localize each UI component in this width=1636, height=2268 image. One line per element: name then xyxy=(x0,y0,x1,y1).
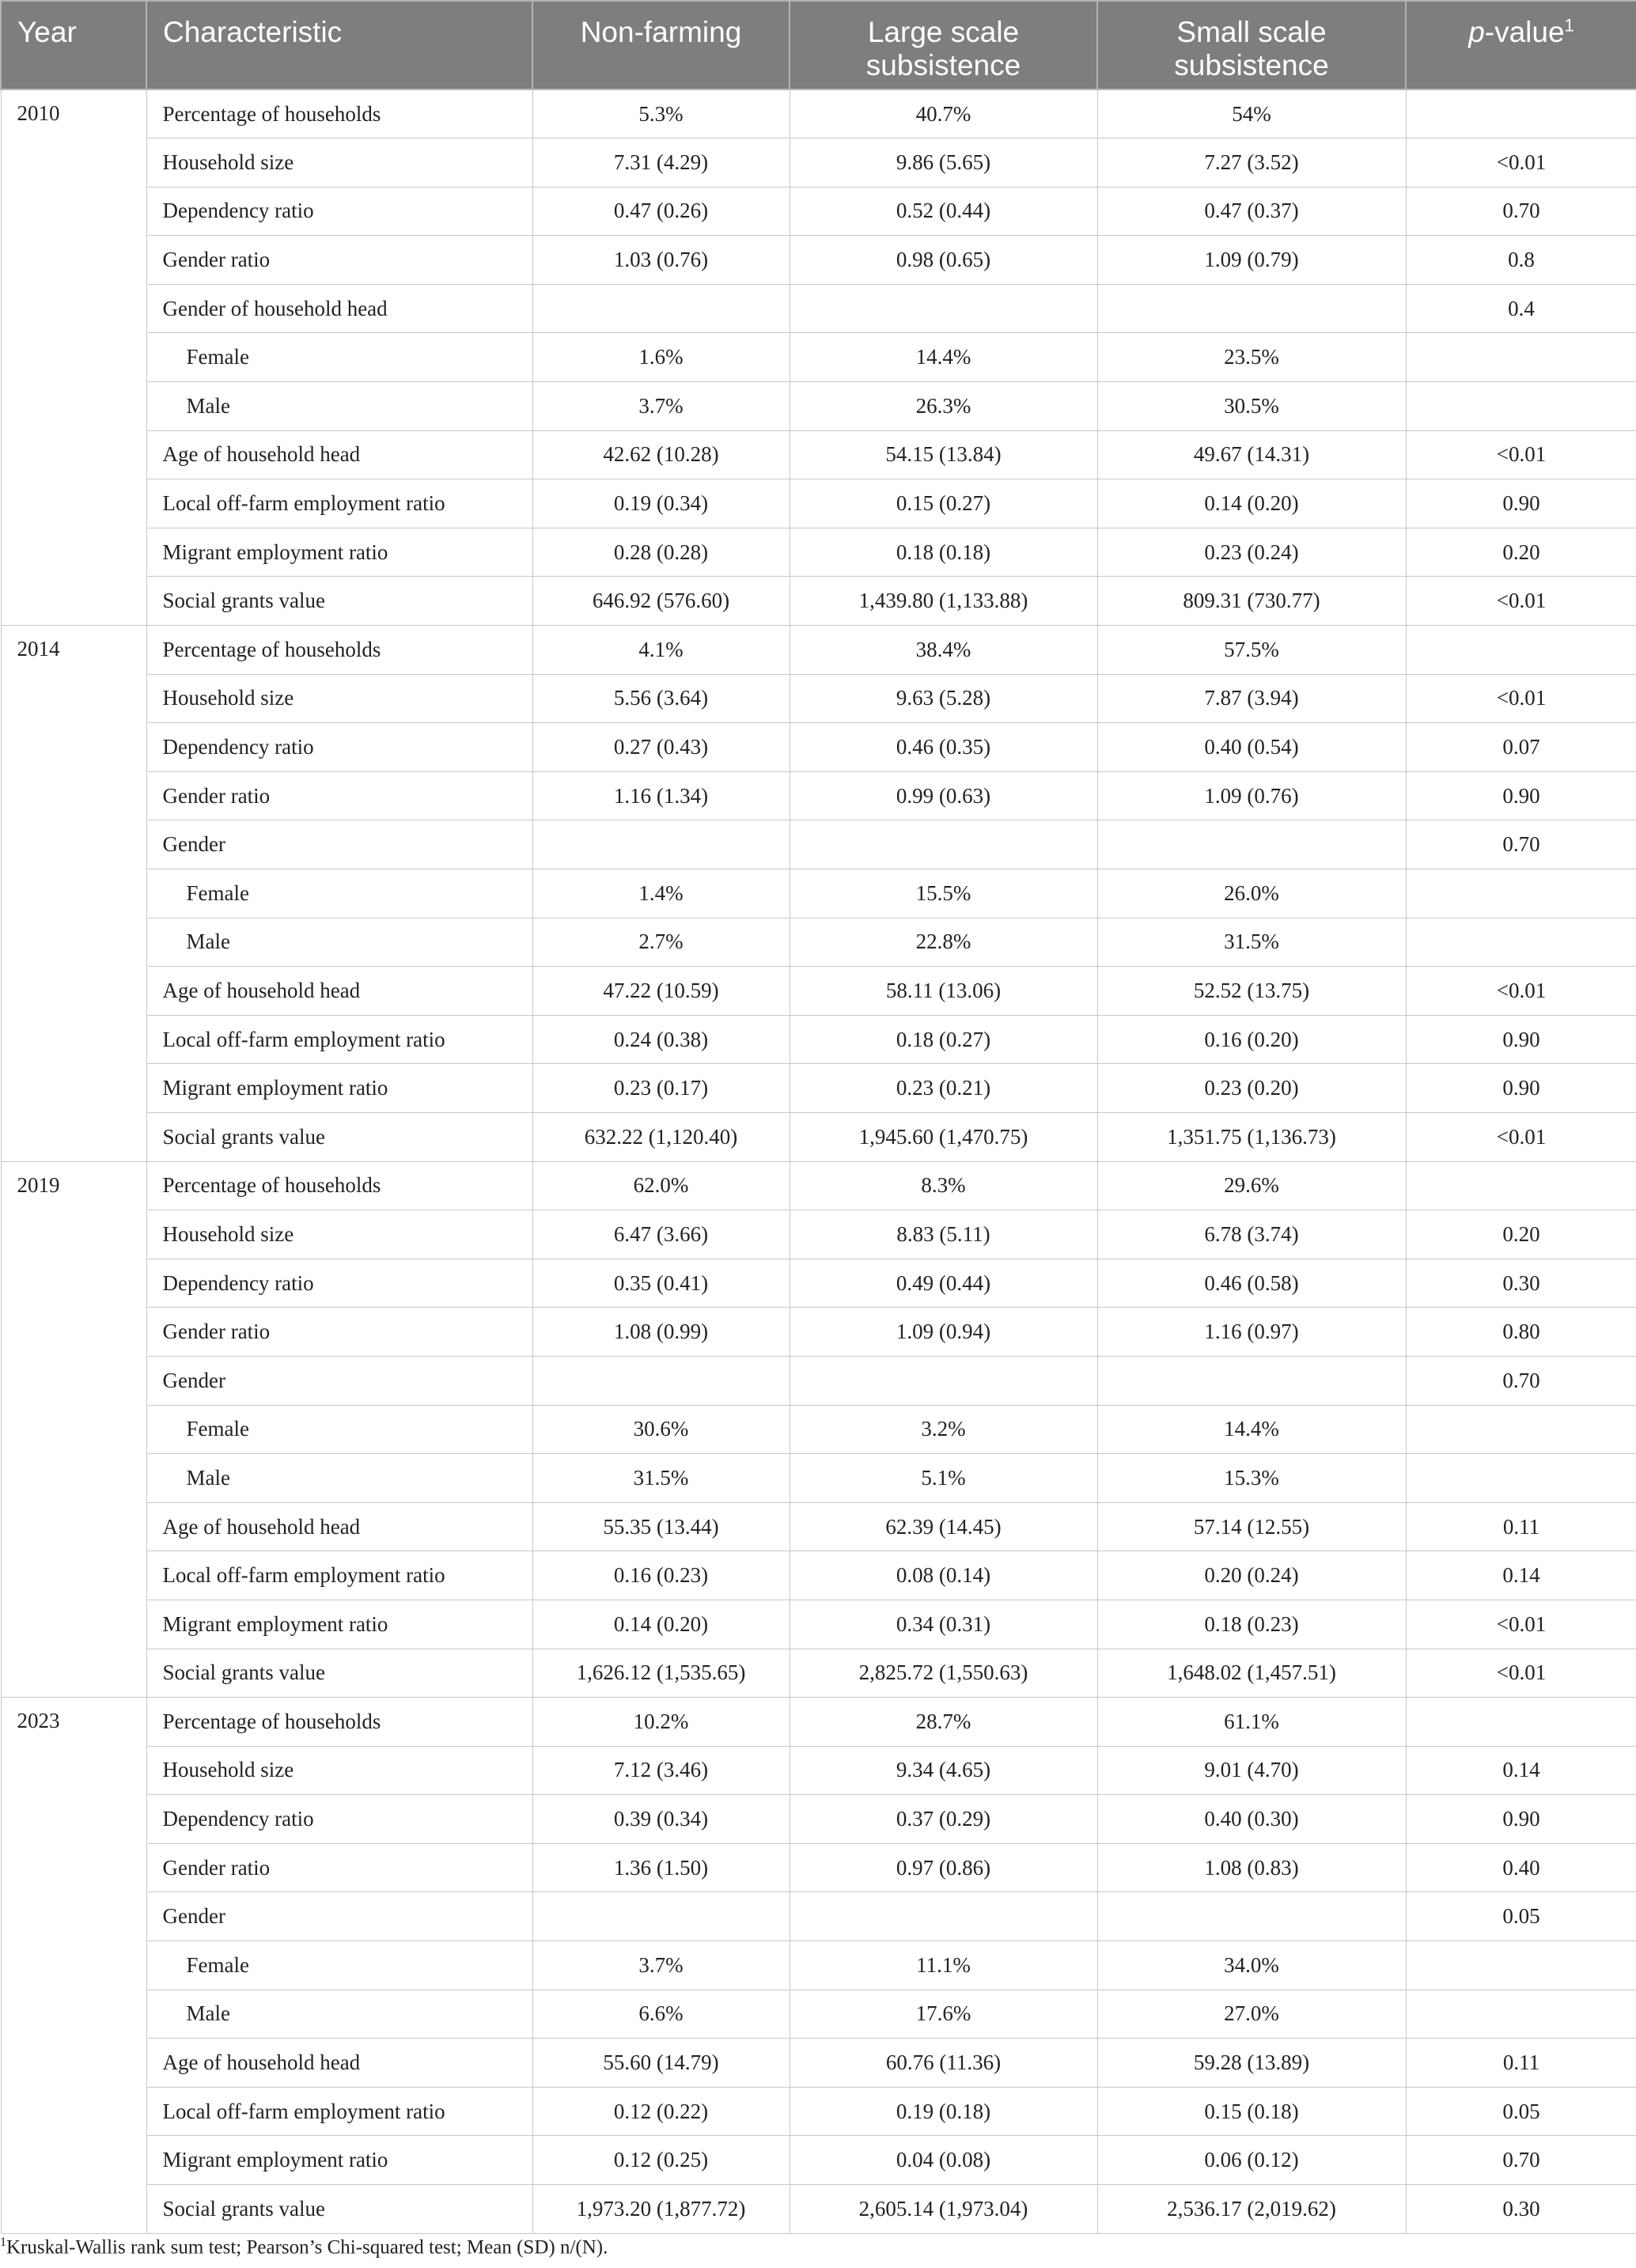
small-scale-cell: 57.14 (12.55) xyxy=(1097,1502,1406,1551)
p-value-cell xyxy=(1406,1698,1636,1747)
characteristic-cell: Age of household head xyxy=(146,2039,532,2088)
characteristic-cell: Dependency ratio xyxy=(146,723,532,772)
non-farming-cell: 6.6% xyxy=(532,1990,790,2039)
header-small-scale-line2: subsistence xyxy=(1174,49,1329,81)
header-p-sup: 1 xyxy=(1564,15,1574,36)
small-scale-cell: 1.09 (0.76) xyxy=(1097,771,1406,820)
table-row xyxy=(1,1308,1636,1357)
small-scale-cell: 1,351.75 (1,136.73) xyxy=(1097,1112,1406,1161)
characteristic-cell: Local off-farm employment ratio xyxy=(146,1551,532,1600)
p-value-cell: 0.20 xyxy=(1406,1210,1636,1259)
p-value-cell: 0.20 xyxy=(1406,528,1636,577)
characteristic-cell: Gender of household head xyxy=(146,284,532,333)
small-scale-cell: 0.46 (0.58) xyxy=(1097,1259,1406,1308)
table-row xyxy=(1,1941,1636,1990)
characteristic-cell: Household size xyxy=(146,1210,532,1259)
non-farming-cell: 1.03 (0.76) xyxy=(532,236,790,285)
p-value-cell: 0.90 xyxy=(1406,771,1636,820)
table-row xyxy=(1,1843,1636,1892)
footnote-marker: 1 xyxy=(0,2236,6,2249)
large-scale-cell: 0.46 (0.35) xyxy=(790,723,1097,772)
table-row xyxy=(1,1551,1636,1600)
characteristic-cell: Dependency ratio xyxy=(146,1795,532,1844)
characteristic-cell: Female xyxy=(146,1405,532,1454)
large-scale-cell: 0.49 (0.44) xyxy=(790,1259,1097,1308)
table-row xyxy=(1,187,1636,236)
large-scale-cell: 58.11 (13.06) xyxy=(790,967,1097,1016)
non-farming-cell: 0.12 (0.22) xyxy=(532,2087,790,2136)
table-row xyxy=(1,723,1636,772)
p-value-cell: 0.07 xyxy=(1406,723,1636,772)
small-scale-cell: 1,648.02 (1,457.51) xyxy=(1097,1649,1406,1698)
small-scale-cell: 0.18 (0.23) xyxy=(1097,1600,1406,1649)
table-row xyxy=(1,1502,1636,1551)
characteristic-cell: Female xyxy=(146,869,532,918)
table-row xyxy=(1,1746,1636,1795)
small-scale-cell: 0.16 (0.20) xyxy=(1097,1015,1406,1064)
characteristic-cell: Age of household head xyxy=(146,430,532,479)
table-row xyxy=(1,138,1636,187)
large-scale-cell xyxy=(790,820,1097,869)
large-scale-cell: 14.4% xyxy=(790,333,1097,382)
characteristic-cell: Percentage of households xyxy=(146,89,532,138)
characteristic-cell: Local off-farm employment ratio xyxy=(146,1015,532,1064)
small-scale-cell: 26.0% xyxy=(1097,869,1406,918)
table-row xyxy=(1,1259,1636,1308)
large-scale-cell: 0.19 (0.18) xyxy=(790,2087,1097,2136)
large-scale-cell: 40.7% xyxy=(790,89,1097,138)
small-scale-cell: 49.67 (14.31) xyxy=(1097,430,1406,479)
small-scale-cell: 0.40 (0.30) xyxy=(1097,1795,1406,1844)
large-scale-cell: 0.04 (0.08) xyxy=(790,2136,1097,2185)
table-row xyxy=(1,528,1636,577)
small-scale-cell: 0.40 (0.54) xyxy=(1097,723,1406,772)
characteristic-cell: Local off-farm employment ratio xyxy=(146,2087,532,2136)
non-farming-cell: 2.7% xyxy=(532,918,790,967)
large-scale-cell: 1,945.60 (1,470.75) xyxy=(790,1112,1097,1161)
non-farming-cell: 62.0% xyxy=(532,1161,790,1210)
small-scale-cell: 0.47 (0.37) xyxy=(1097,187,1406,236)
non-farming-cell: 632.22 (1,120.40) xyxy=(532,1112,790,1161)
characteristic-cell: Household size xyxy=(146,138,532,187)
header-large-scale-line2: subsistence xyxy=(865,49,1021,81)
header-row xyxy=(1,1,1636,89)
table-row xyxy=(1,89,1636,138)
table-row xyxy=(1,1405,1636,1454)
characteristic-cell: Percentage of households xyxy=(146,1161,532,1210)
table-row xyxy=(1,236,1636,285)
characteristic-cell: Migrant employment ratio xyxy=(146,1064,532,1113)
small-scale-cell xyxy=(1097,1892,1406,1941)
small-scale-cell: 0.23 (0.20) xyxy=(1097,1064,1406,1113)
large-scale-cell: 1.09 (0.94) xyxy=(790,1308,1097,1357)
p-value-cell xyxy=(1406,626,1636,675)
large-scale-cell xyxy=(790,1892,1097,1941)
small-scale-cell: 1.09 (0.79) xyxy=(1097,236,1406,285)
p-value-cell: 0.70 xyxy=(1406,2136,1636,2185)
characteristic-cell: Percentage of households xyxy=(146,1698,532,1747)
large-scale-cell: 0.15 (0.27) xyxy=(790,479,1097,528)
footnote xyxy=(0,2236,608,2259)
characteristic-cell: Household size xyxy=(146,1746,532,1795)
non-farming-cell: 4.1% xyxy=(532,626,790,675)
small-scale-cell: 6.78 (3.74) xyxy=(1097,1210,1406,1259)
table-row xyxy=(1,2039,1636,2088)
p-value-cell: <0.01 xyxy=(1406,967,1636,1016)
characteristic-cell: Male xyxy=(146,382,532,431)
small-scale-cell: 29.6% xyxy=(1097,1161,1406,1210)
p-value-cell: 0.14 xyxy=(1406,1551,1636,1600)
small-scale-cell: 7.27 (3.52) xyxy=(1097,138,1406,187)
table-row xyxy=(1,430,1636,479)
large-scale-cell: 0.08 (0.14) xyxy=(790,1551,1097,1600)
p-value-cell: 0.11 xyxy=(1406,1502,1636,1551)
p-value-cell: 0.90 xyxy=(1406,1064,1636,1113)
small-scale-cell: 14.4% xyxy=(1097,1405,1406,1454)
header-small-scale-line1: Small scale xyxy=(1176,16,1327,48)
table-row xyxy=(1,382,1636,431)
p-value-cell xyxy=(1406,1990,1636,2039)
non-farming-cell: 5.56 (3.64) xyxy=(532,674,790,723)
table-row xyxy=(1,1698,1636,1747)
table-row xyxy=(1,1210,1636,1259)
non-farming-cell: 30.6% xyxy=(532,1405,790,1454)
year-cell: 2023 xyxy=(1,1698,146,2234)
large-scale-cell: 0.18 (0.27) xyxy=(790,1015,1097,1064)
p-value-cell: <0.01 xyxy=(1406,430,1636,479)
large-scale-cell: 60.76 (11.36) xyxy=(790,2039,1097,2088)
characteristic-cell: Percentage of households xyxy=(146,626,532,675)
non-farming-cell: 1.6% xyxy=(532,333,790,382)
large-scale-cell: 0.34 (0.31) xyxy=(790,1600,1097,1649)
non-farming-cell: 7.12 (3.46) xyxy=(532,1746,790,1795)
p-value-cell: 0.90 xyxy=(1406,479,1636,528)
small-scale-cell: 1.08 (0.83) xyxy=(1097,1843,1406,1892)
p-value-cell: <0.01 xyxy=(1406,1112,1636,1161)
table-row xyxy=(1,2136,1636,2185)
year-cell: 2019 xyxy=(1,1161,146,1698)
large-scale-cell: 3.2% xyxy=(790,1405,1097,1454)
non-farming-cell: 1.36 (1.50) xyxy=(532,1843,790,1892)
p-value-cell: <0.01 xyxy=(1406,138,1636,187)
p-value-cell xyxy=(1406,333,1636,382)
table-row xyxy=(1,1064,1636,1113)
small-scale-cell: 0.23 (0.24) xyxy=(1097,528,1406,577)
small-scale-cell xyxy=(1097,284,1406,333)
p-value-cell: 0.30 xyxy=(1406,1259,1636,1308)
non-farming-cell: 3.7% xyxy=(532,1941,790,1990)
large-scale-cell: 9.86 (5.65) xyxy=(790,138,1097,187)
characteristic-cell: Age of household head xyxy=(146,1502,532,1551)
table-row xyxy=(1,820,1636,869)
non-farming-cell: 7.31 (4.29) xyxy=(532,138,790,187)
small-scale-cell: 34.0% xyxy=(1097,1941,1406,1990)
p-value-cell: 0.70 xyxy=(1406,1356,1636,1405)
characteristic-cell: Dependency ratio xyxy=(146,187,532,236)
p-value-cell: 0.05 xyxy=(1406,1892,1636,1941)
small-scale-cell: 0.15 (0.18) xyxy=(1097,2087,1406,2136)
header-year: Year xyxy=(1,1,146,89)
small-scale-cell: 1.16 (0.97) xyxy=(1097,1308,1406,1357)
small-scale-cell: 0.20 (0.24) xyxy=(1097,1551,1406,1600)
large-scale-cell: 5.1% xyxy=(790,1454,1097,1503)
small-scale-cell xyxy=(1097,820,1406,869)
large-scale-cell: 17.6% xyxy=(790,1990,1097,2039)
table-row xyxy=(1,1990,1636,2039)
non-farming-cell xyxy=(532,820,790,869)
non-farming-cell: 0.14 (0.20) xyxy=(532,1600,790,1649)
characteristic-cell: Migrant employment ratio xyxy=(146,2136,532,2185)
large-scale-cell: 2,825.72 (1,550.63) xyxy=(790,1649,1097,1698)
table-row xyxy=(1,771,1636,820)
table-row xyxy=(1,1112,1636,1161)
large-scale-cell: 28.7% xyxy=(790,1698,1097,1747)
table-row xyxy=(1,1600,1636,1649)
p-value-cell xyxy=(1406,918,1636,967)
non-farming-cell: 3.7% xyxy=(532,382,790,431)
characteristic-cell: Gender ratio xyxy=(146,771,532,820)
large-scale-cell: 15.5% xyxy=(790,869,1097,918)
p-value-cell: 0.90 xyxy=(1406,1795,1636,1844)
table-row xyxy=(1,1649,1636,1698)
table-body xyxy=(1,89,1636,2233)
non-farming-cell: 0.12 (0.25) xyxy=(532,2136,790,2185)
p-value-cell: 0.14 xyxy=(1406,1746,1636,1795)
p-value-cell xyxy=(1406,1454,1636,1503)
non-farming-cell: 1.4% xyxy=(532,869,790,918)
non-farming-cell xyxy=(532,1356,790,1405)
large-scale-cell: 8.83 (5.11) xyxy=(790,1210,1097,1259)
non-farming-cell: 31.5% xyxy=(532,1454,790,1503)
table-row xyxy=(1,626,1636,675)
table-row xyxy=(1,1795,1636,1844)
large-scale-cell: 62.39 (14.45) xyxy=(790,1502,1097,1551)
characteristic-cell: Social grants value xyxy=(146,2185,532,2234)
non-farming-cell: 1.16 (1.34) xyxy=(532,771,790,820)
table-row xyxy=(1,1892,1636,1941)
characteristic-cell: Social grants value xyxy=(146,1649,532,1698)
header-characteristic: Characteristic xyxy=(146,1,532,89)
small-scale-cell: 54% xyxy=(1097,89,1406,138)
characteristic-cell: Gender ratio xyxy=(146,1843,532,1892)
non-farming-cell xyxy=(532,1892,790,1941)
non-farming-cell: 55.35 (13.44) xyxy=(532,1502,790,1551)
characteristic-cell: Migrant employment ratio xyxy=(146,1600,532,1649)
characteristic-cell: Gender xyxy=(146,820,532,869)
p-value-cell: 0.05 xyxy=(1406,2087,1636,2136)
p-value-cell: 0.90 xyxy=(1406,1015,1636,1064)
non-farming-cell: 1,626.12 (1,535.65) xyxy=(532,1649,790,1698)
non-farming-cell: 47.22 (10.59) xyxy=(532,967,790,1016)
non-farming-cell xyxy=(532,284,790,333)
non-farming-cell: 0.27 (0.43) xyxy=(532,723,790,772)
non-farming-cell: 646.92 (576.60) xyxy=(532,577,790,626)
large-scale-cell: 54.15 (13.84) xyxy=(790,430,1097,479)
large-scale-cell: 22.8% xyxy=(790,918,1097,967)
characteristic-cell: Female xyxy=(146,1941,532,1990)
small-scale-cell: 27.0% xyxy=(1097,1990,1406,2039)
non-farming-cell: 42.62 (10.28) xyxy=(532,430,790,479)
table-row xyxy=(1,918,1636,967)
large-scale-cell xyxy=(790,284,1097,333)
large-scale-cell: 11.1% xyxy=(790,1941,1097,1990)
table-row xyxy=(1,479,1636,528)
table-row xyxy=(1,2185,1636,2234)
non-farming-cell: 1,973.20 (1,877.72) xyxy=(532,2185,790,2234)
small-scale-cell: 809.31 (730.77) xyxy=(1097,577,1406,626)
p-value-cell: 0.80 xyxy=(1406,1308,1636,1357)
p-value-cell: 0.70 xyxy=(1406,820,1636,869)
header-p-italic: p xyxy=(1468,16,1485,48)
small-scale-cell: 9.01 (4.70) xyxy=(1097,1746,1406,1795)
p-value-cell: <0.01 xyxy=(1406,1649,1636,1698)
non-farming-cell: 0.19 (0.34) xyxy=(532,479,790,528)
characteristic-cell: Gender ratio xyxy=(146,236,532,285)
header-large-scale-line1: Large scale xyxy=(867,16,1020,48)
table-row xyxy=(1,1015,1636,1064)
small-scale-cell: 52.52 (13.75) xyxy=(1097,967,1406,1016)
header-small-scale-subsistence xyxy=(1097,1,1406,89)
characteristic-cell: Male xyxy=(146,1990,532,2039)
table-row xyxy=(1,284,1636,333)
header-large-scale-subsistence xyxy=(790,1,1097,89)
table-row xyxy=(1,2087,1636,2136)
large-scale-cell: 9.34 (4.65) xyxy=(790,1746,1097,1795)
table-row xyxy=(1,1161,1636,1210)
small-scale-cell: 30.5% xyxy=(1097,382,1406,431)
table-row xyxy=(1,674,1636,723)
large-scale-cell: 0.98 (0.65) xyxy=(790,236,1097,285)
p-value-cell xyxy=(1406,869,1636,918)
table-row xyxy=(1,967,1636,1016)
large-scale-cell: 9.63 (5.28) xyxy=(790,674,1097,723)
characteristic-cell: Social grants value xyxy=(146,577,532,626)
p-value-cell: 0.40 xyxy=(1406,1843,1636,1892)
large-scale-cell: 1,439.80 (1,133.88) xyxy=(790,577,1097,626)
year-cell: 2010 xyxy=(1,89,146,626)
p-value-cell xyxy=(1406,382,1636,431)
p-value-cell: 0.4 xyxy=(1406,284,1636,333)
non-farming-cell: 0.39 (0.34) xyxy=(532,1795,790,1844)
characteristic-cell: Dependency ratio xyxy=(146,1259,532,1308)
non-farming-cell: 6.47 (3.66) xyxy=(532,1210,790,1259)
small-scale-cell: 23.5% xyxy=(1097,333,1406,382)
non-farming-cell: 10.2% xyxy=(532,1698,790,1747)
non-farming-cell: 0.24 (0.38) xyxy=(532,1015,790,1064)
non-farming-cell: 55.60 (14.79) xyxy=(532,2039,790,2088)
header-p-rest: -value xyxy=(1484,16,1565,48)
p-value-cell xyxy=(1406,1161,1636,1210)
small-scale-cell: 0.14 (0.20) xyxy=(1097,479,1406,528)
large-scale-cell: 0.23 (0.21) xyxy=(790,1064,1097,1113)
large-scale-cell: 2,605.14 (1,973.04) xyxy=(790,2185,1097,2234)
large-scale-cell: 8.3% xyxy=(790,1161,1097,1210)
small-scale-cell: 0.06 (0.12) xyxy=(1097,2136,1406,2185)
characteristic-cell: Local off-farm employment ratio xyxy=(146,479,532,528)
characteristic-cell: Gender xyxy=(146,1356,532,1405)
characteristic-cell: Gender ratio xyxy=(146,1308,532,1357)
large-scale-cell: 0.37 (0.29) xyxy=(790,1795,1097,1844)
large-scale-cell: 0.99 (0.63) xyxy=(790,771,1097,820)
large-scale-cell xyxy=(790,1356,1097,1405)
characteristic-cell: Gender xyxy=(146,1892,532,1941)
p-value-cell xyxy=(1406,1405,1636,1454)
p-value-cell xyxy=(1406,89,1636,138)
header-p-value xyxy=(1406,1,1636,89)
small-scale-cell: 61.1% xyxy=(1097,1698,1406,1747)
characteristic-cell: Male xyxy=(146,1454,532,1503)
non-farming-cell: 0.28 (0.28) xyxy=(532,528,790,577)
table-row xyxy=(1,869,1636,918)
characteristic-cell: Male xyxy=(146,918,532,967)
small-scale-cell: 2,536.17 (2,019.62) xyxy=(1097,2185,1406,2234)
p-value-cell: 0.30 xyxy=(1406,2185,1636,2234)
large-scale-cell: 26.3% xyxy=(790,382,1097,431)
large-scale-cell: 0.18 (0.18) xyxy=(790,528,1097,577)
p-value-cell: <0.01 xyxy=(1406,1600,1636,1649)
small-scale-cell: 57.5% xyxy=(1097,626,1406,675)
table-row xyxy=(1,1454,1636,1503)
characteristic-cell: Social grants value xyxy=(146,1112,532,1161)
small-scale-cell: 7.87 (3.94) xyxy=(1097,674,1406,723)
p-value-cell: <0.01 xyxy=(1406,577,1636,626)
small-scale-cell: 31.5% xyxy=(1097,918,1406,967)
table-row xyxy=(1,333,1636,382)
year-cell: 2014 xyxy=(1,626,146,1162)
non-farming-cell: 0.16 (0.23) xyxy=(532,1551,790,1600)
small-scale-cell: 59.28 (13.89) xyxy=(1097,2039,1406,2088)
characteristic-cell: Household size xyxy=(146,674,532,723)
non-farming-cell: 0.47 (0.26) xyxy=(532,187,790,236)
large-scale-cell: 0.97 (0.86) xyxy=(790,1843,1097,1892)
characteristic-cell: Migrant employment ratio xyxy=(146,528,532,577)
non-farming-cell: 1.08 (0.99) xyxy=(532,1308,790,1357)
non-farming-cell: 5.3% xyxy=(532,89,790,138)
p-value-cell xyxy=(1406,1941,1636,1990)
footnote-text: Kruskal-Wallis rank sum test; Pearson’s Chi-squared test; Mean (SD) n/(N). xyxy=(6,2236,608,2259)
small-scale-cell xyxy=(1097,1356,1406,1405)
p-value-cell: 0.8 xyxy=(1406,236,1636,285)
non-farming-cell: 0.23 (0.17) xyxy=(532,1064,790,1113)
non-farming-cell: 0.35 (0.41) xyxy=(532,1259,790,1308)
header-non-farming: Non-farming xyxy=(532,1,790,89)
table-row xyxy=(1,577,1636,626)
p-value-cell: 0.70 xyxy=(1406,187,1636,236)
characteristic-cell: Female xyxy=(146,333,532,382)
large-scale-cell: 0.52 (0.44) xyxy=(790,187,1097,236)
large-scale-cell: 38.4% xyxy=(790,626,1097,675)
small-scale-cell: 15.3% xyxy=(1097,1454,1406,1503)
p-value-cell: <0.01 xyxy=(1406,674,1636,723)
table-row xyxy=(1,1356,1636,1405)
p-value-cell: 0.11 xyxy=(1406,2039,1636,2088)
characteristic-cell: Age of household head xyxy=(146,967,532,1016)
